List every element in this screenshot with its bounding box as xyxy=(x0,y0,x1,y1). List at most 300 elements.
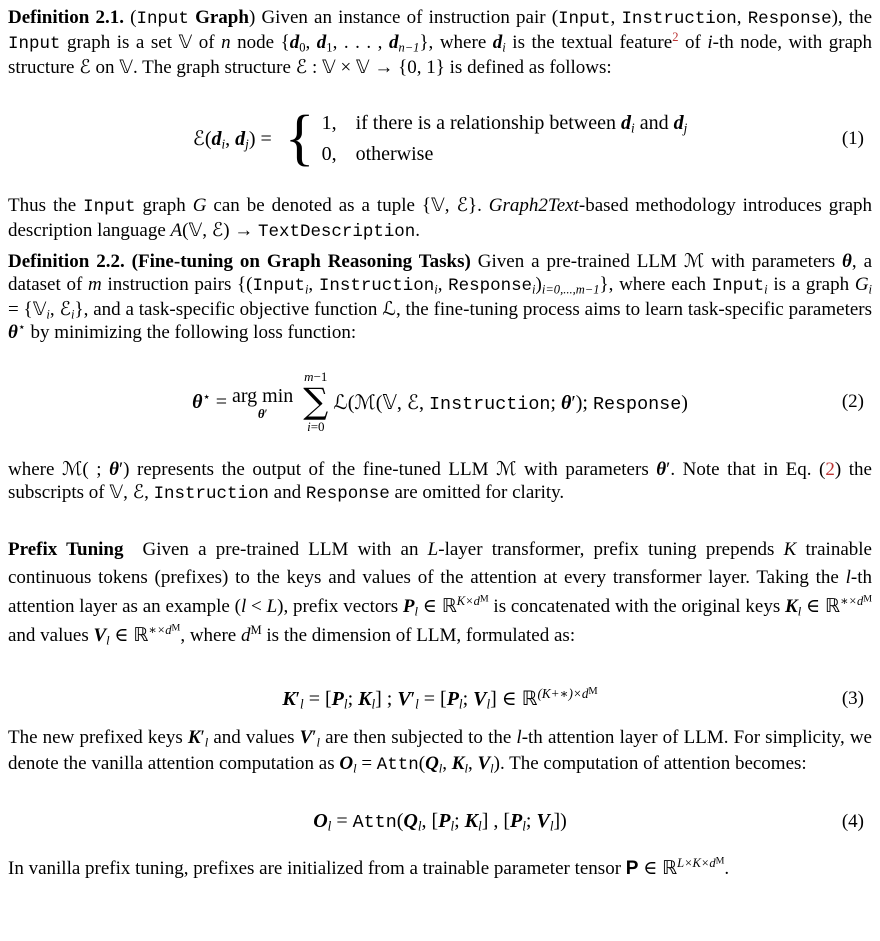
paragraph-thus-input-graph xyxy=(8,194,872,244)
summation-operator xyxy=(303,370,328,434)
text-run: l xyxy=(204,735,209,750)
text-run: , xyxy=(225,128,236,150)
text-run: }, where xyxy=(419,32,493,53)
text-run: , xyxy=(308,274,319,295)
text-run: Thus the xyxy=(8,195,84,216)
text-run: =0 xyxy=(310,419,325,434)
text-run: θ xyxy=(560,391,572,414)
text-run: ℒ xyxy=(382,298,396,320)
text-run: }, and a task-specific objective function xyxy=(74,299,383,320)
text-run: V xyxy=(93,625,107,646)
text-run: ; xyxy=(347,688,359,710)
text-run: ] ; xyxy=(375,688,398,710)
text-run: ′ xyxy=(295,688,301,710)
text-run: Attn xyxy=(376,755,419,775)
text-run: , a dataset of xyxy=(8,251,873,295)
text-run: L×K×d xyxy=(677,856,716,871)
text-run: 𝕍 xyxy=(188,219,203,241)
text-run: ℳ xyxy=(354,389,376,414)
sum-lower-limit xyxy=(307,420,324,434)
text-run: l xyxy=(106,633,110,648)
case-2-value: 0, xyxy=(321,143,337,165)
text-run: ℰ xyxy=(79,56,91,78)
text-run: l xyxy=(797,604,802,619)
text-run: ⋆ xyxy=(202,388,211,404)
text-run: (K+∗)×d xyxy=(537,685,589,701)
text-run: ; xyxy=(550,391,561,414)
text-run: l xyxy=(353,761,357,776)
text-run: ′ xyxy=(312,727,317,748)
text-run: ′ xyxy=(200,727,205,748)
text-run: TextDescription xyxy=(258,222,416,242)
text-run: ( xyxy=(123,7,137,28)
text-run: j xyxy=(245,136,249,152)
text-run: l xyxy=(415,696,419,712)
equation-3-number: (3) xyxy=(841,687,864,709)
text-run: . xyxy=(724,858,730,879)
text-run: : xyxy=(307,57,322,78)
text-run: , xyxy=(419,391,429,414)
text-run: and xyxy=(634,112,674,134)
text-run: ] ∈ xyxy=(490,688,522,710)
text-run: Input xyxy=(558,9,611,29)
text-run: ′ xyxy=(118,459,124,480)
text-run: Input xyxy=(83,197,136,217)
text-run: K xyxy=(783,539,797,560)
text-run: ) = xyxy=(248,128,272,150)
text-run: i xyxy=(502,40,506,55)
text-run: 𝕍 xyxy=(32,298,47,320)
paragraph-definition-2-2 xyxy=(8,250,872,344)
text-run: l xyxy=(414,604,418,619)
text-run: K×d xyxy=(456,594,480,609)
text-run: Response xyxy=(305,484,390,504)
text-run: P xyxy=(446,688,459,710)
cases-block xyxy=(322,109,688,168)
text-run: 𝕍 xyxy=(321,56,336,78)
equation-2-rhs xyxy=(333,390,688,415)
ref-link[interactable]: 2 xyxy=(672,30,679,45)
text-run: ; xyxy=(454,810,465,832)
text-run: Definition 2.2. xyxy=(8,251,125,272)
text-run: ) represents the output of the fine-tuned LLM xyxy=(123,459,497,480)
case-2-condition xyxy=(356,140,434,168)
text-run: , xyxy=(442,753,452,774)
text-run: ∈ xyxy=(109,625,134,646)
text-run: θ xyxy=(8,322,18,343)
paragraph-prefix-tuning xyxy=(8,536,872,650)
text-run: , xyxy=(467,753,478,774)
text-run: l xyxy=(522,818,526,834)
text-run: , xyxy=(123,482,133,503)
text-run: K xyxy=(785,596,798,617)
text-run: with parameters xyxy=(516,459,657,480)
text-run: ), prefix vectors xyxy=(277,596,403,617)
text-run: 1 xyxy=(326,40,333,55)
text-run: Graph xyxy=(195,7,249,28)
text-run: d xyxy=(289,32,300,53)
text-run: ⋆ xyxy=(17,320,26,335)
text-run: m xyxy=(88,274,102,295)
text-run: of xyxy=(192,32,222,53)
text-run: ℰ xyxy=(192,126,205,150)
text-run: Instruction xyxy=(318,276,435,296)
text-run: , . . . , xyxy=(332,32,389,53)
paragraph-where-m-theta xyxy=(8,458,872,506)
text-run: Graph2Text xyxy=(488,195,579,216)
equation-4-body xyxy=(313,810,567,833)
equation-4 xyxy=(8,810,872,833)
text-run: Response xyxy=(448,276,533,296)
text-run: l xyxy=(845,567,851,588)
ref-link[interactable]: 2 xyxy=(825,459,835,480)
text-run: ℰ xyxy=(456,194,468,216)
case-row-2 xyxy=(322,140,688,168)
text-run: P xyxy=(438,810,451,832)
text-run: graph is a set xyxy=(60,32,179,53)
text-run: ). The computation of attention becomes: xyxy=(493,753,807,774)
text-run xyxy=(125,251,132,272)
text-run: ; xyxy=(525,810,537,832)
text-run: ]) xyxy=(553,810,567,832)
text-run: and values xyxy=(8,625,94,646)
text-run: Response xyxy=(592,393,682,415)
text-run: P xyxy=(625,858,639,879)
text-run: 𝕍 xyxy=(119,56,133,78)
equation-4-number: (4) xyxy=(841,810,864,832)
text-run: d xyxy=(621,112,632,134)
text-run: i xyxy=(631,120,635,136)
text-run: The new prefixed keys xyxy=(8,727,188,748)
text-run: ( xyxy=(396,810,404,832)
text-run: −1 xyxy=(313,369,328,384)
text-run: ) Given an instance of instruction pair ( xyxy=(248,7,559,28)
text-run: 0 xyxy=(299,40,306,55)
text-run: i xyxy=(221,136,226,152)
equation-4-expression xyxy=(313,810,567,833)
text-run: l xyxy=(240,596,247,617)
text-run: i=0,...,m−1 xyxy=(541,282,600,297)
text-run: Given a pre-trained LLM xyxy=(470,251,684,272)
text-run: is the dimension of LLM, formulated as: xyxy=(261,625,576,646)
text-run: , xyxy=(396,391,407,414)
text-run: V xyxy=(536,810,550,832)
equation-1-body xyxy=(192,103,688,172)
text-run: , xyxy=(437,274,449,295)
text-run: n−1 xyxy=(398,40,420,55)
text-run: l xyxy=(450,818,455,834)
text-run: θ xyxy=(656,459,667,480)
text-run: Input xyxy=(252,276,305,296)
text-run: Given a pre-trained LLM with an xyxy=(123,539,428,560)
text-run: l xyxy=(490,761,494,776)
text-run: ℰ xyxy=(406,389,419,414)
argmin-operator xyxy=(232,385,293,420)
text-run: i xyxy=(307,419,311,434)
text-run: M xyxy=(588,686,598,698)
text-run: is the textual feature xyxy=(505,32,673,53)
text-run: K xyxy=(464,810,479,832)
text-run: }, where each xyxy=(599,274,712,295)
text-run: = [ xyxy=(303,688,332,710)
text-run: i xyxy=(304,282,309,297)
text-run: , xyxy=(305,32,317,53)
text-run: L xyxy=(266,596,278,617)
text-run: (Fine-tuning on Graph Reasoning Tasks) xyxy=(131,251,471,272)
text-run: O xyxy=(313,810,328,832)
text-run: G xyxy=(854,274,869,295)
text-run: d xyxy=(388,32,399,53)
text-run: ∗×d xyxy=(839,594,864,609)
text-run: 𝕍 xyxy=(430,194,445,216)
text-run: l xyxy=(300,696,304,712)
text-run: ) → xyxy=(223,220,259,241)
text-run: K xyxy=(451,753,465,774)
text-run: -th attention layer of LLM. For simplicity, we denote the vanilla attention computation as xyxy=(8,727,872,774)
text-run: ℰ xyxy=(132,481,145,503)
text-run: is a graph xyxy=(767,274,855,295)
text-run: l xyxy=(327,818,332,834)
text-run: instruction pairs {( xyxy=(101,274,253,295)
text-run: ℰ xyxy=(211,219,224,241)
argmin-label: arg min xyxy=(232,384,294,407)
text-run: , xyxy=(202,220,212,241)
text-run: i xyxy=(434,282,438,297)
text-run: 𝕍 xyxy=(178,31,193,53)
text-run: × xyxy=(335,57,356,78)
text-run: ( xyxy=(418,753,426,774)
text-run: by minimizing the following loss function: xyxy=(25,322,357,343)
text-run: ℒ xyxy=(333,389,348,414)
text-run: V xyxy=(473,688,487,710)
text-run: i xyxy=(707,32,713,53)
text-run: Definition 2.1. xyxy=(8,7,124,28)
text-run: ( xyxy=(204,128,212,150)
text-run: and values xyxy=(208,727,300,748)
text-run: i xyxy=(46,307,50,322)
text-run: ∈ xyxy=(801,596,825,617)
text-run: = xyxy=(331,810,353,832)
text-run: with parameters xyxy=(704,251,843,272)
text-run: -th node, with graph structure xyxy=(8,32,873,78)
text-run: V xyxy=(397,688,411,710)
text-run: ) the subscripts of xyxy=(8,459,872,503)
text-run: ℳ xyxy=(496,458,517,480)
text-run: d xyxy=(673,112,684,134)
text-run: ), the xyxy=(831,7,873,28)
text-run: ∈ xyxy=(418,596,442,617)
case-1-condition xyxy=(356,109,688,137)
text-run: , xyxy=(144,482,154,503)
text-run: Instruction xyxy=(621,9,737,29)
text-run: Input xyxy=(711,276,765,296)
text-run: ( xyxy=(182,220,189,241)
paragraph-definition-2-1 xyxy=(8,6,872,79)
text-run: Input xyxy=(136,9,189,29)
text-run: M xyxy=(715,855,725,867)
text-run: graph xyxy=(135,195,193,216)
equation-3-expression xyxy=(282,686,597,711)
text-run: ) xyxy=(535,274,542,295)
text-run: where xyxy=(8,459,62,480)
paragraph-vanilla-prefix-tuning xyxy=(8,855,872,882)
text-run: d xyxy=(211,128,222,150)
text-run: node { xyxy=(230,32,290,53)
text-run: if there is a relationship between xyxy=(355,112,622,134)
text-run: L xyxy=(427,539,439,560)
text-run: V xyxy=(299,727,313,748)
text-run: A xyxy=(170,220,183,241)
text-run: , xyxy=(49,299,60,320)
text-run: K xyxy=(187,727,201,748)
text-run: G xyxy=(192,195,207,216)
text-run: Q xyxy=(403,810,418,832)
text-run: ′ xyxy=(264,405,268,421)
text-run: trainable continuous tokens (prefixes) to the keys and values of the attention at every transformer layer. Taking the xyxy=(8,539,872,588)
text-run: , where xyxy=(180,625,241,646)
text-run: n xyxy=(221,32,231,53)
equation-3 xyxy=(8,686,872,711)
text-run: Q xyxy=(425,753,439,774)
text-run: . The graph structure xyxy=(132,57,296,78)
text-run: θ xyxy=(192,390,203,413)
text-run: , xyxy=(736,7,748,28)
text-run: M xyxy=(863,593,872,605)
text-run: l xyxy=(516,727,522,748)
text-run: l xyxy=(316,735,320,750)
text-run: . xyxy=(415,220,421,241)
text-run: ( xyxy=(375,391,383,414)
text-run: Instruction xyxy=(429,393,551,415)
text-run: and xyxy=(268,482,306,503)
text-run: 𝕍 xyxy=(109,481,124,503)
equation-3-body xyxy=(282,686,597,711)
text-run: d xyxy=(235,128,246,150)
equation-2-lhs xyxy=(192,388,227,414)
text-run: In vanilla prefix tuning, prefixes are initialized from a trainable parameter tensor xyxy=(8,858,626,879)
case-row-1 xyxy=(322,109,688,137)
text-run: l xyxy=(371,696,376,712)
text-run: ℝ xyxy=(133,624,149,646)
text-run: < xyxy=(246,596,267,617)
text-run: d xyxy=(492,32,503,53)
text-run: = xyxy=(210,390,227,413)
text-run: i xyxy=(532,282,536,297)
text-run: Instruction xyxy=(153,484,269,504)
text-run: = xyxy=(356,753,377,774)
text-run: are omitted for clarity. xyxy=(389,482,565,503)
equation-1 xyxy=(8,103,872,172)
cases-brace: { xyxy=(284,103,315,172)
text-run: of xyxy=(678,32,708,53)
text-run: j xyxy=(683,120,688,136)
text-run: K xyxy=(358,688,372,710)
text-run: l xyxy=(438,761,443,776)
text-run: , xyxy=(444,195,457,216)
text-run: M xyxy=(250,623,262,638)
text-run: l xyxy=(417,818,422,834)
text-run: , xyxy=(610,7,622,28)
text-run: are then subjected to the xyxy=(319,727,517,748)
text-run: Attn xyxy=(352,812,397,833)
text-run: m xyxy=(304,369,314,384)
text-run: ℝ xyxy=(521,686,538,710)
text-run: 𝕍 xyxy=(355,56,370,78)
text-run: otherwise xyxy=(355,143,434,165)
text-run: }. xyxy=(467,195,489,216)
text-run: l xyxy=(458,696,463,712)
text-run: ] , [ xyxy=(481,810,511,832)
text-run: θ xyxy=(109,459,119,480)
text-run: = [ xyxy=(418,688,447,710)
text-run: = { xyxy=(8,299,33,320)
text-run: , the fine-tuning process aims to learn task-specific parameters xyxy=(395,299,873,320)
text-run: d xyxy=(316,32,327,53)
text-run: → {0, 1} is defined as follows: xyxy=(369,57,612,78)
text-run: P xyxy=(402,596,415,617)
text-run: l xyxy=(486,696,491,712)
equation-2-number: (2) xyxy=(841,391,864,412)
text-run: l xyxy=(343,696,348,712)
text-run: V xyxy=(477,753,491,774)
text-run: M xyxy=(171,622,181,634)
equation-1-number: (1) xyxy=(841,127,864,149)
text-run: 𝕍 xyxy=(382,389,397,414)
text-run: Response xyxy=(747,9,832,29)
text-run: . Note that in Eq. ( xyxy=(670,459,826,480)
text-run: Prefix Tuning xyxy=(8,539,124,560)
text-run: ℳ xyxy=(62,458,83,480)
equation-2 xyxy=(8,370,872,434)
argmin-under xyxy=(258,407,268,420)
text-run: ′ xyxy=(666,459,671,480)
text-run: on xyxy=(90,57,120,78)
text-run: ′ xyxy=(410,688,416,710)
text-run: K xyxy=(282,688,296,710)
text-run: -based methodology introduces graph description language xyxy=(8,195,873,241)
text-run: ℰ xyxy=(295,56,308,78)
text-run: ℝ xyxy=(824,595,840,617)
text-run: -layer transformer, prefix tuning prepends xyxy=(438,539,784,560)
text-run: l xyxy=(464,761,468,776)
text-run: Input xyxy=(8,34,61,54)
text-run: is concatenated with the original keys xyxy=(488,596,786,617)
text-run: i xyxy=(764,282,768,297)
text-run: ℝ xyxy=(441,595,457,617)
text-run: i xyxy=(868,282,873,297)
text-run: ∗×d xyxy=(148,623,172,638)
text-run: ∈ xyxy=(638,858,663,879)
text-run: ); xyxy=(575,391,593,414)
text-run: ) xyxy=(681,391,688,414)
sigma-symbol: ∑ xyxy=(303,382,329,422)
text-run: can be denoted as a tuple { xyxy=(206,195,431,216)
paragraph-new-prefixed-keys xyxy=(8,725,872,778)
text-run: ′ xyxy=(571,391,576,414)
text-run: l xyxy=(478,818,482,834)
text-run: ( ; xyxy=(82,459,110,480)
text-run: θ xyxy=(842,251,852,272)
equation-1-lhs xyxy=(193,126,272,151)
text-run: , [ xyxy=(421,810,439,832)
equation-2-body xyxy=(192,370,688,434)
text-run: θ xyxy=(257,405,265,421)
text-run: P xyxy=(510,810,523,832)
text-run: ( xyxy=(347,391,355,414)
text-run: ; xyxy=(462,688,474,710)
text-run: d xyxy=(241,625,251,646)
text-run: P xyxy=(331,688,344,710)
